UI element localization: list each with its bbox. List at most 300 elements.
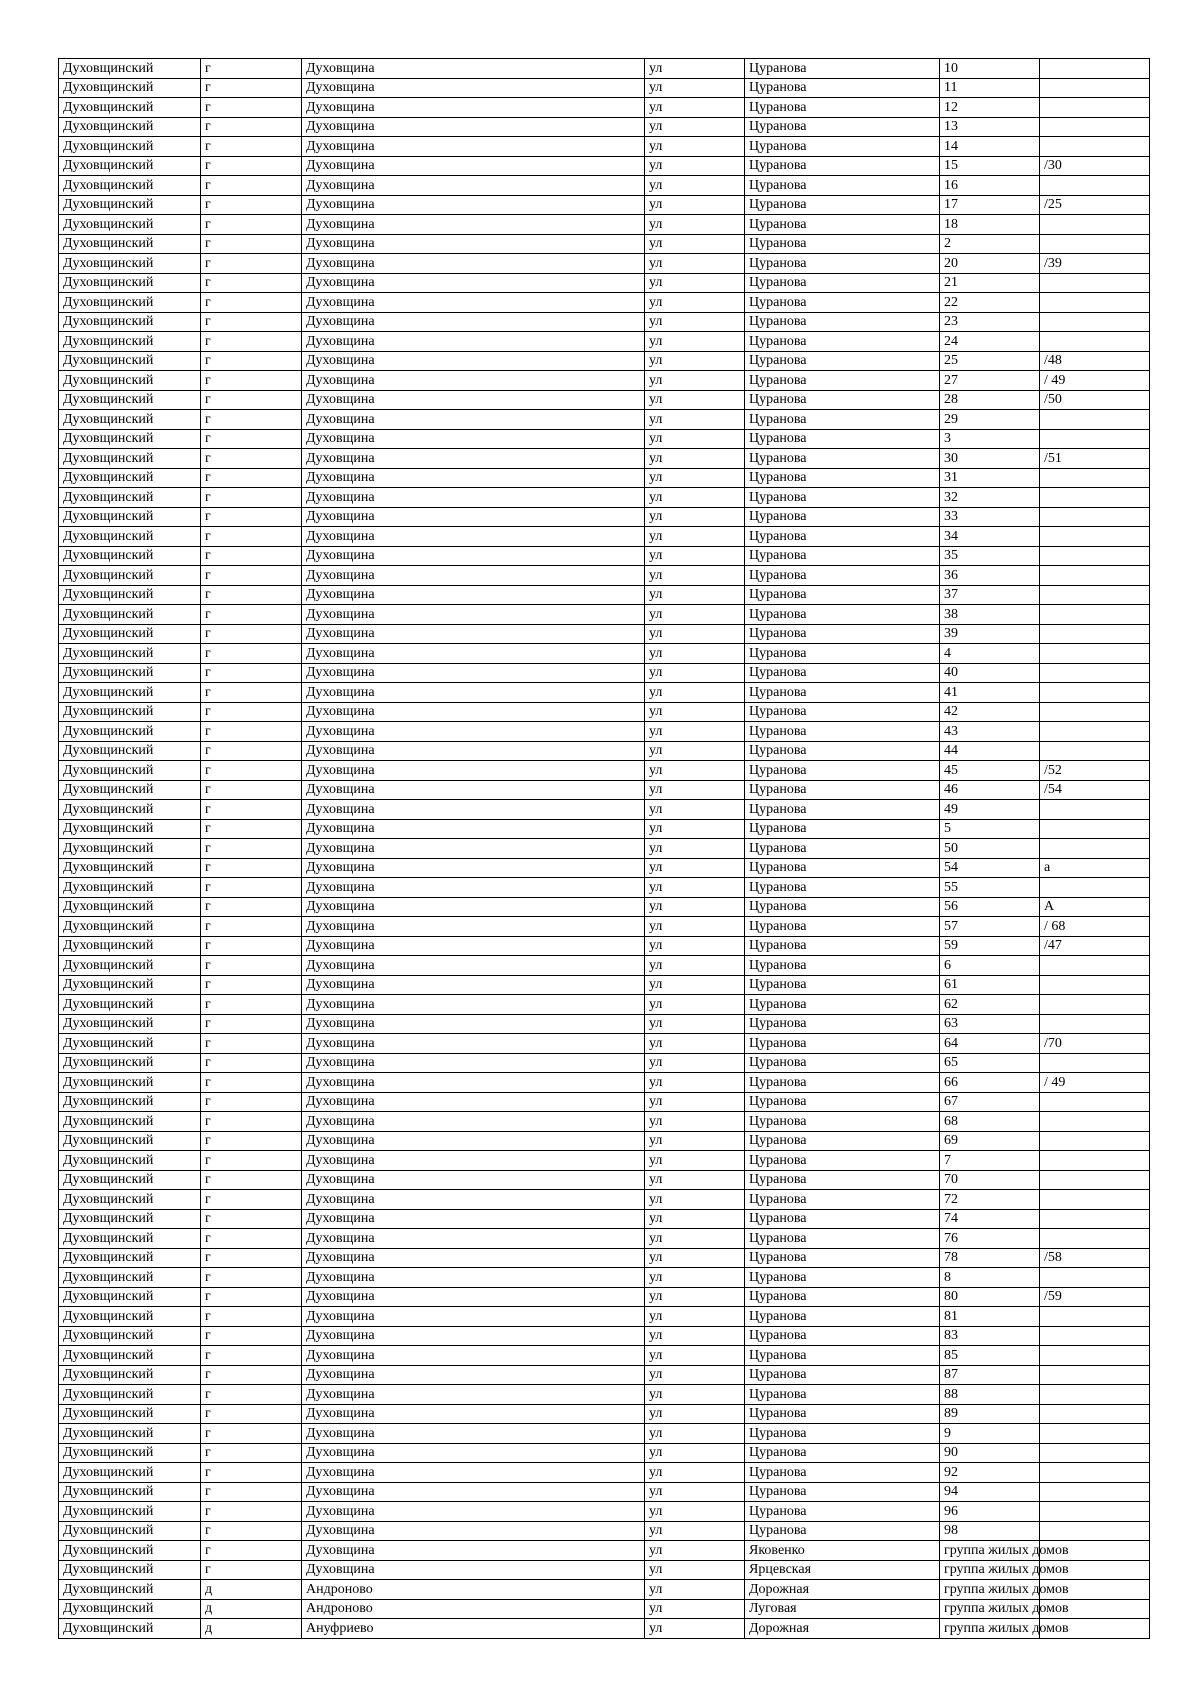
district-cell: Духовщинский xyxy=(59,98,201,118)
street-type-cell: ул xyxy=(645,1053,745,1073)
building-suffix-cell xyxy=(1040,1190,1150,1210)
house-number-cell: 39 xyxy=(940,624,1040,644)
district-cell: Духовщинский xyxy=(59,1326,201,1346)
house-number-cell: 17 xyxy=(940,195,1040,215)
street-type-cell: ул xyxy=(645,1092,745,1112)
street-cell: Цуранова xyxy=(745,839,940,859)
house-number-cell: 90 xyxy=(940,1443,1040,1463)
street-type-cell: ул xyxy=(645,195,745,215)
building-suffix-cell xyxy=(1040,59,1150,79)
building-suffix-cell xyxy=(1040,1463,1150,1483)
building-suffix-cell xyxy=(1040,1151,1150,1171)
table-row xyxy=(59,663,1150,683)
district-cell: Духовщинский xyxy=(59,1170,201,1190)
table-row xyxy=(59,1404,1150,1424)
table-row xyxy=(59,488,1150,508)
district-cell: Духовщинский xyxy=(59,546,201,566)
street-cell: Цуранова xyxy=(745,293,940,313)
house-number-cell: группа жилых домов xyxy=(940,1541,1040,1561)
street-cell: Цуранова xyxy=(745,1053,940,1073)
street-cell: Цуранова xyxy=(745,936,940,956)
street-cell: Луговая xyxy=(745,1599,940,1619)
district-cell: Духовщинский xyxy=(59,1307,201,1327)
building-suffix-cell xyxy=(1040,1229,1150,1249)
table-row xyxy=(59,1151,1150,1171)
settlement-cell: Духовщина xyxy=(302,585,645,605)
house-number-cell: 6 xyxy=(940,956,1040,976)
settlement-cell: Духовщина xyxy=(302,897,645,917)
street-type-cell: ул xyxy=(645,156,745,176)
district-cell: Духовщинский xyxy=(59,117,201,137)
house-number-cell: 38 xyxy=(940,605,1040,625)
building-suffix-cell: / 68 xyxy=(1040,917,1150,937)
settlement-cell: Духовщина xyxy=(302,1365,645,1385)
settlement-cell: Ануфриево xyxy=(302,1619,645,1639)
district-cell: Духовщинский xyxy=(59,1560,201,1580)
street-cell: Цуранова xyxy=(745,1326,940,1346)
building-suffix-cell xyxy=(1040,975,1150,995)
house-number-cell: 64 xyxy=(940,1034,1040,1054)
street-type-cell: ул xyxy=(645,507,745,527)
settlement-type-cell: г xyxy=(201,137,302,157)
street-type-cell: ул xyxy=(645,1326,745,1346)
settlement-type-cell: г xyxy=(201,780,302,800)
street-cell: Цуранова xyxy=(745,254,940,274)
district-cell: Духовщинский xyxy=(59,1014,201,1034)
street-type-cell: ул xyxy=(645,59,745,79)
settlement-cell: Духовщина xyxy=(302,215,645,235)
street-cell: Цуранова xyxy=(745,644,940,664)
settlement-cell: Духовщина xyxy=(302,1073,645,1093)
settlement-type-cell: г xyxy=(201,1053,302,1073)
district-cell: Духовщинский xyxy=(59,78,201,98)
street-cell: Цуранова xyxy=(745,956,940,976)
settlement-type-cell: г xyxy=(201,702,302,722)
district-cell: Духовщинский xyxy=(59,878,201,898)
street-type-cell: ул xyxy=(645,624,745,644)
settlement-cell: Духовщина xyxy=(302,878,645,898)
district-cell: Духовщинский xyxy=(59,215,201,235)
district-cell: Духовщинский xyxy=(59,1034,201,1054)
street-type-cell: ул xyxy=(645,1365,745,1385)
house-number-cell: 15 xyxy=(940,156,1040,176)
settlement-cell: Духовщина xyxy=(302,995,645,1015)
settlement-type-cell: г xyxy=(201,800,302,820)
district-cell: Духовщинский xyxy=(59,1092,201,1112)
street-type-cell: ул xyxy=(645,741,745,761)
street-cell: Дорожная xyxy=(745,1580,940,1600)
table-row xyxy=(59,1014,1150,1034)
table-row xyxy=(59,1385,1150,1405)
building-suffix-cell xyxy=(1040,312,1150,332)
settlement-cell: Духовщина xyxy=(302,858,645,878)
district-cell: Духовщинский xyxy=(59,1287,201,1307)
settlement-cell: Духовщина xyxy=(302,644,645,664)
house-number-cell: 10 xyxy=(940,59,1040,79)
house-number-cell: группа жилых домов xyxy=(940,1599,1040,1619)
settlement-type-cell: г xyxy=(201,566,302,586)
building-suffix-cell xyxy=(1040,234,1150,254)
district-cell: Духовщинский xyxy=(59,644,201,664)
settlement-type-cell: г xyxy=(201,839,302,859)
street-type-cell: ул xyxy=(645,468,745,488)
table-row xyxy=(59,1190,1150,1210)
building-suffix-cell: А xyxy=(1040,897,1150,917)
street-type-cell: ул xyxy=(645,1404,745,1424)
street-type-cell: ул xyxy=(645,371,745,391)
street-cell: Цуранова xyxy=(745,371,940,391)
settlement-cell: Духовщина xyxy=(302,1229,645,1249)
house-number-cell: 85 xyxy=(940,1346,1040,1366)
address-table-body xyxy=(59,59,1150,1639)
settlement-cell: Духовщина xyxy=(302,234,645,254)
settlement-type-cell: г xyxy=(201,117,302,137)
building-suffix-cell xyxy=(1040,956,1150,976)
settlement-type-cell: г xyxy=(201,1131,302,1151)
building-suffix-cell xyxy=(1040,839,1150,859)
table-row xyxy=(59,137,1150,157)
district-cell: Духовщинский xyxy=(59,800,201,820)
house-number-cell: 57 xyxy=(940,917,1040,937)
settlement-cell: Духовщина xyxy=(302,195,645,215)
house-number-cell: 30 xyxy=(940,449,1040,469)
district-cell: Духовщинский xyxy=(59,1463,201,1483)
street-type-cell: ул xyxy=(645,585,745,605)
street-cell: Цуранова xyxy=(745,1502,940,1522)
house-number-cell: 31 xyxy=(940,468,1040,488)
building-suffix-cell xyxy=(1040,624,1150,644)
house-number-cell: 14 xyxy=(940,137,1040,157)
district-cell: Духовщинский xyxy=(59,956,201,976)
district-cell: Духовщинский xyxy=(59,254,201,274)
settlement-type-cell: г xyxy=(201,644,302,664)
street-cell: Цуранова xyxy=(745,800,940,820)
building-suffix-cell: /47 xyxy=(1040,936,1150,956)
house-number-cell: 44 xyxy=(940,741,1040,761)
house-number-cell: 5 xyxy=(940,819,1040,839)
house-number-cell: 8 xyxy=(940,1268,1040,1288)
settlement-cell: Духовщина xyxy=(302,1190,645,1210)
house-number-cell: 13 xyxy=(940,117,1040,137)
table-row xyxy=(59,1053,1150,1073)
table-row xyxy=(59,1599,1150,1619)
district-cell: Духовщинский xyxy=(59,1521,201,1541)
settlement-type-cell: г xyxy=(201,1034,302,1054)
street-type-cell: ул xyxy=(645,410,745,430)
street-cell: Цуранова xyxy=(745,1307,940,1327)
settlement-cell: Духовщина xyxy=(302,351,645,371)
house-number-cell: 34 xyxy=(940,527,1040,547)
settlement-cell: Духовщина xyxy=(302,1424,645,1444)
street-cell: Цуранова xyxy=(745,897,940,917)
settlement-cell: Духовщина xyxy=(302,1482,645,1502)
table-row xyxy=(59,975,1150,995)
building-suffix-cell xyxy=(1040,1112,1150,1132)
settlement-type-cell: г xyxy=(201,273,302,293)
street-cell: Цуранова xyxy=(745,332,940,352)
table-row xyxy=(59,468,1150,488)
settlement-cell: Духовщина xyxy=(302,429,645,449)
table-row xyxy=(59,195,1150,215)
district-cell: Духовщинский xyxy=(59,1131,201,1151)
house-number-cell: 67 xyxy=(940,1092,1040,1112)
table-row xyxy=(59,956,1150,976)
settlement-type-cell: г xyxy=(201,527,302,547)
settlement-type-cell: г xyxy=(201,897,302,917)
settlement-cell: Духовщина xyxy=(302,371,645,391)
house-number-cell: 37 xyxy=(940,585,1040,605)
settlement-cell: Духовщина xyxy=(302,1541,645,1561)
settlement-type-cell: г xyxy=(201,1151,302,1171)
street-type-cell: ул xyxy=(645,488,745,508)
settlement-type-cell: г xyxy=(201,741,302,761)
table-row xyxy=(59,527,1150,547)
settlement-type-cell: г xyxy=(201,293,302,313)
settlement-cell: Духовщина xyxy=(302,956,645,976)
table-row xyxy=(59,117,1150,137)
settlement-cell: Духовщина xyxy=(302,1131,645,1151)
table-row xyxy=(59,449,1150,469)
settlement-type-cell: д xyxy=(201,1580,302,1600)
table-row xyxy=(59,1209,1150,1229)
settlement-type-cell: г xyxy=(201,429,302,449)
building-suffix-cell: а xyxy=(1040,858,1150,878)
street-type-cell: ул xyxy=(645,819,745,839)
house-number-cell: 36 xyxy=(940,566,1040,586)
building-suffix-cell xyxy=(1040,1092,1150,1112)
house-number-cell: 68 xyxy=(940,1112,1040,1132)
street-type-cell: ул xyxy=(645,1112,745,1132)
settlement-type-cell: г xyxy=(201,78,302,98)
house-number-cell: 54 xyxy=(940,858,1040,878)
street-type-cell: ул xyxy=(645,566,745,586)
settlement-cell: Духовщина xyxy=(302,605,645,625)
settlement-cell: Духовщина xyxy=(302,507,645,527)
building-suffix-cell xyxy=(1040,410,1150,430)
building-suffix-cell xyxy=(1040,1131,1150,1151)
district-cell: Духовщинский xyxy=(59,1229,201,1249)
settlement-cell: Духовщина xyxy=(302,1502,645,1522)
table-row xyxy=(59,273,1150,293)
street-type-cell: ул xyxy=(645,702,745,722)
table-row xyxy=(59,878,1150,898)
street-type-cell: ул xyxy=(645,1190,745,1210)
settlement-cell: Духовщина xyxy=(302,117,645,137)
settlement-cell: Духовщина xyxy=(302,488,645,508)
settlement-cell: Духовщина xyxy=(302,78,645,98)
street-type-cell: ул xyxy=(645,1287,745,1307)
street-cell: Цуранова xyxy=(745,468,940,488)
street-cell: Цуранова xyxy=(745,156,940,176)
district-cell: Духовщинский xyxy=(59,449,201,469)
house-number-cell: 20 xyxy=(940,254,1040,274)
house-number-cell: 72 xyxy=(940,1190,1040,1210)
settlement-cell: Духовщина xyxy=(302,975,645,995)
district-cell: Духовщинский xyxy=(59,1580,201,1600)
street-type-cell: ул xyxy=(645,254,745,274)
house-number-cell: группа жилых домов xyxy=(940,1560,1040,1580)
street-cell: Цуранова xyxy=(745,1229,940,1249)
building-suffix-cell xyxy=(1040,1307,1150,1327)
settlement-cell: Духовщина xyxy=(302,800,645,820)
street-cell: Цуранова xyxy=(745,858,940,878)
street-cell: Цуранова xyxy=(745,585,940,605)
house-number-cell: 69 xyxy=(940,1131,1040,1151)
building-suffix-cell: /39 xyxy=(1040,254,1150,274)
building-suffix-cell xyxy=(1040,527,1150,547)
house-number-cell: 89 xyxy=(940,1404,1040,1424)
district-cell: Духовщинский xyxy=(59,1209,201,1229)
district-cell: Духовщинский xyxy=(59,293,201,313)
settlement-cell: Духовщина xyxy=(302,663,645,683)
house-number-cell: 46 xyxy=(940,780,1040,800)
table-row xyxy=(59,234,1150,254)
street-type-cell: ул xyxy=(645,176,745,196)
settlement-type-cell: г xyxy=(201,351,302,371)
building-suffix-cell xyxy=(1040,215,1150,235)
street-cell: Цуранова xyxy=(745,410,940,430)
street-type-cell: ул xyxy=(645,605,745,625)
table-row xyxy=(59,585,1150,605)
district-cell: Духовщинский xyxy=(59,1268,201,1288)
building-suffix-cell: / 49 xyxy=(1040,371,1150,391)
house-number-cell: 7 xyxy=(940,1151,1040,1171)
street-cell: Цуранова xyxy=(745,975,940,995)
settlement-cell: Духовщина xyxy=(302,293,645,313)
settlement-cell: Духовщина xyxy=(302,312,645,332)
district-cell: Духовщинский xyxy=(59,176,201,196)
street-type-cell: ул xyxy=(645,897,745,917)
district-cell: Духовщинский xyxy=(59,1073,201,1093)
district-cell: Духовщинский xyxy=(59,995,201,1015)
building-suffix-cell xyxy=(1040,1424,1150,1444)
table-row xyxy=(59,936,1150,956)
street-type-cell: ул xyxy=(645,390,745,410)
street-type-cell: ул xyxy=(645,117,745,137)
settlement-cell: Духовщина xyxy=(302,761,645,781)
district-cell: Духовщинский xyxy=(59,312,201,332)
house-number-cell: 32 xyxy=(940,488,1040,508)
house-number-cell: 66 xyxy=(940,1073,1040,1093)
house-number-cell: 27 xyxy=(940,371,1040,391)
street-cell: Цуранова xyxy=(745,176,940,196)
settlement-type-cell: г xyxy=(201,1346,302,1366)
street-type-cell: ул xyxy=(645,1131,745,1151)
settlement-cell: Духовщина xyxy=(302,390,645,410)
table-row xyxy=(59,917,1150,937)
street-type-cell: ул xyxy=(645,1580,745,1600)
street-cell: Цуранова xyxy=(745,878,940,898)
district-cell: Духовщинский xyxy=(59,156,201,176)
building-suffix-cell xyxy=(1040,1170,1150,1190)
settlement-type-cell: г xyxy=(201,1482,302,1502)
table-row xyxy=(59,800,1150,820)
settlement-type-cell: г xyxy=(201,195,302,215)
district-cell: Духовщинский xyxy=(59,780,201,800)
settlement-cell: Духовщина xyxy=(302,1151,645,1171)
table-row xyxy=(59,1229,1150,1249)
street-cell: Цуранова xyxy=(745,1131,940,1151)
street-cell: Цуранова xyxy=(745,1287,940,1307)
house-number-cell: 49 xyxy=(940,800,1040,820)
district-cell: Духовщинский xyxy=(59,1482,201,1502)
house-number-cell: 50 xyxy=(940,839,1040,859)
building-suffix-cell xyxy=(1040,1014,1150,1034)
building-suffix-cell xyxy=(1040,1521,1150,1541)
building-suffix-cell xyxy=(1040,117,1150,137)
street-cell: Цуранова xyxy=(745,1151,940,1171)
house-number-cell: 59 xyxy=(940,936,1040,956)
street-cell: Цуранова xyxy=(745,273,940,293)
street-type-cell: ул xyxy=(645,722,745,742)
street-type-cell: ул xyxy=(645,312,745,332)
building-suffix-cell xyxy=(1040,995,1150,1015)
street-type-cell: ул xyxy=(645,1170,745,1190)
district-cell: Духовщинский xyxy=(59,1443,201,1463)
building-suffix-cell: /54 xyxy=(1040,780,1150,800)
house-number-cell: 42 xyxy=(940,702,1040,722)
house-number-cell: 41 xyxy=(940,683,1040,703)
house-number-cell: 2 xyxy=(940,234,1040,254)
district-cell: Духовщинский xyxy=(59,858,201,878)
street-cell: Цуранова xyxy=(745,917,940,937)
district-cell: Духовщинский xyxy=(59,761,201,781)
street-type-cell: ул xyxy=(645,839,745,859)
street-type-cell: ул xyxy=(645,1463,745,1483)
street-type-cell: ул xyxy=(645,917,745,937)
street-cell: Цуранова xyxy=(745,234,940,254)
settlement-cell: Духовщина xyxy=(302,156,645,176)
house-number-cell: 35 xyxy=(940,546,1040,566)
street-type-cell: ул xyxy=(645,429,745,449)
district-cell: Духовщинский xyxy=(59,507,201,527)
district-cell: Духовщинский xyxy=(59,605,201,625)
street-type-cell: ул xyxy=(645,1385,745,1405)
district-cell: Духовщинский xyxy=(59,1541,201,1561)
street-type-cell: ул xyxy=(645,936,745,956)
table-row xyxy=(59,215,1150,235)
house-number-cell: 65 xyxy=(940,1053,1040,1073)
settlement-type-cell: г xyxy=(201,1112,302,1132)
table-row xyxy=(59,624,1150,644)
table-row xyxy=(59,1112,1150,1132)
street-cell: Цуранова xyxy=(745,1424,940,1444)
building-suffix-cell xyxy=(1040,293,1150,313)
building-suffix-cell xyxy=(1040,644,1150,664)
building-suffix-cell xyxy=(1040,1502,1150,1522)
street-type-cell: ул xyxy=(645,1034,745,1054)
house-number-cell: 92 xyxy=(940,1463,1040,1483)
settlement-type-cell: г xyxy=(201,995,302,1015)
settlement-cell: Духовщина xyxy=(302,1521,645,1541)
settlement-cell: Духовщина xyxy=(302,546,645,566)
settlement-cell: Духовщина xyxy=(302,1307,645,1327)
building-suffix-cell xyxy=(1040,332,1150,352)
street-type-cell: ул xyxy=(645,215,745,235)
building-suffix-cell: /52 xyxy=(1040,761,1150,781)
building-suffix-cell: /50 xyxy=(1040,390,1150,410)
house-number-cell: 24 xyxy=(940,332,1040,352)
street-cell: Цуранова xyxy=(745,1463,940,1483)
street-type-cell: ул xyxy=(645,858,745,878)
settlement-type-cell: г xyxy=(201,410,302,430)
street-type-cell: ул xyxy=(645,1307,745,1327)
street-type-cell: ул xyxy=(645,1502,745,1522)
building-suffix-cell xyxy=(1040,819,1150,839)
district-cell: Духовщинский xyxy=(59,59,201,79)
street-cell: Цуранова xyxy=(745,1014,940,1034)
district-cell: Духовщинский xyxy=(59,839,201,859)
